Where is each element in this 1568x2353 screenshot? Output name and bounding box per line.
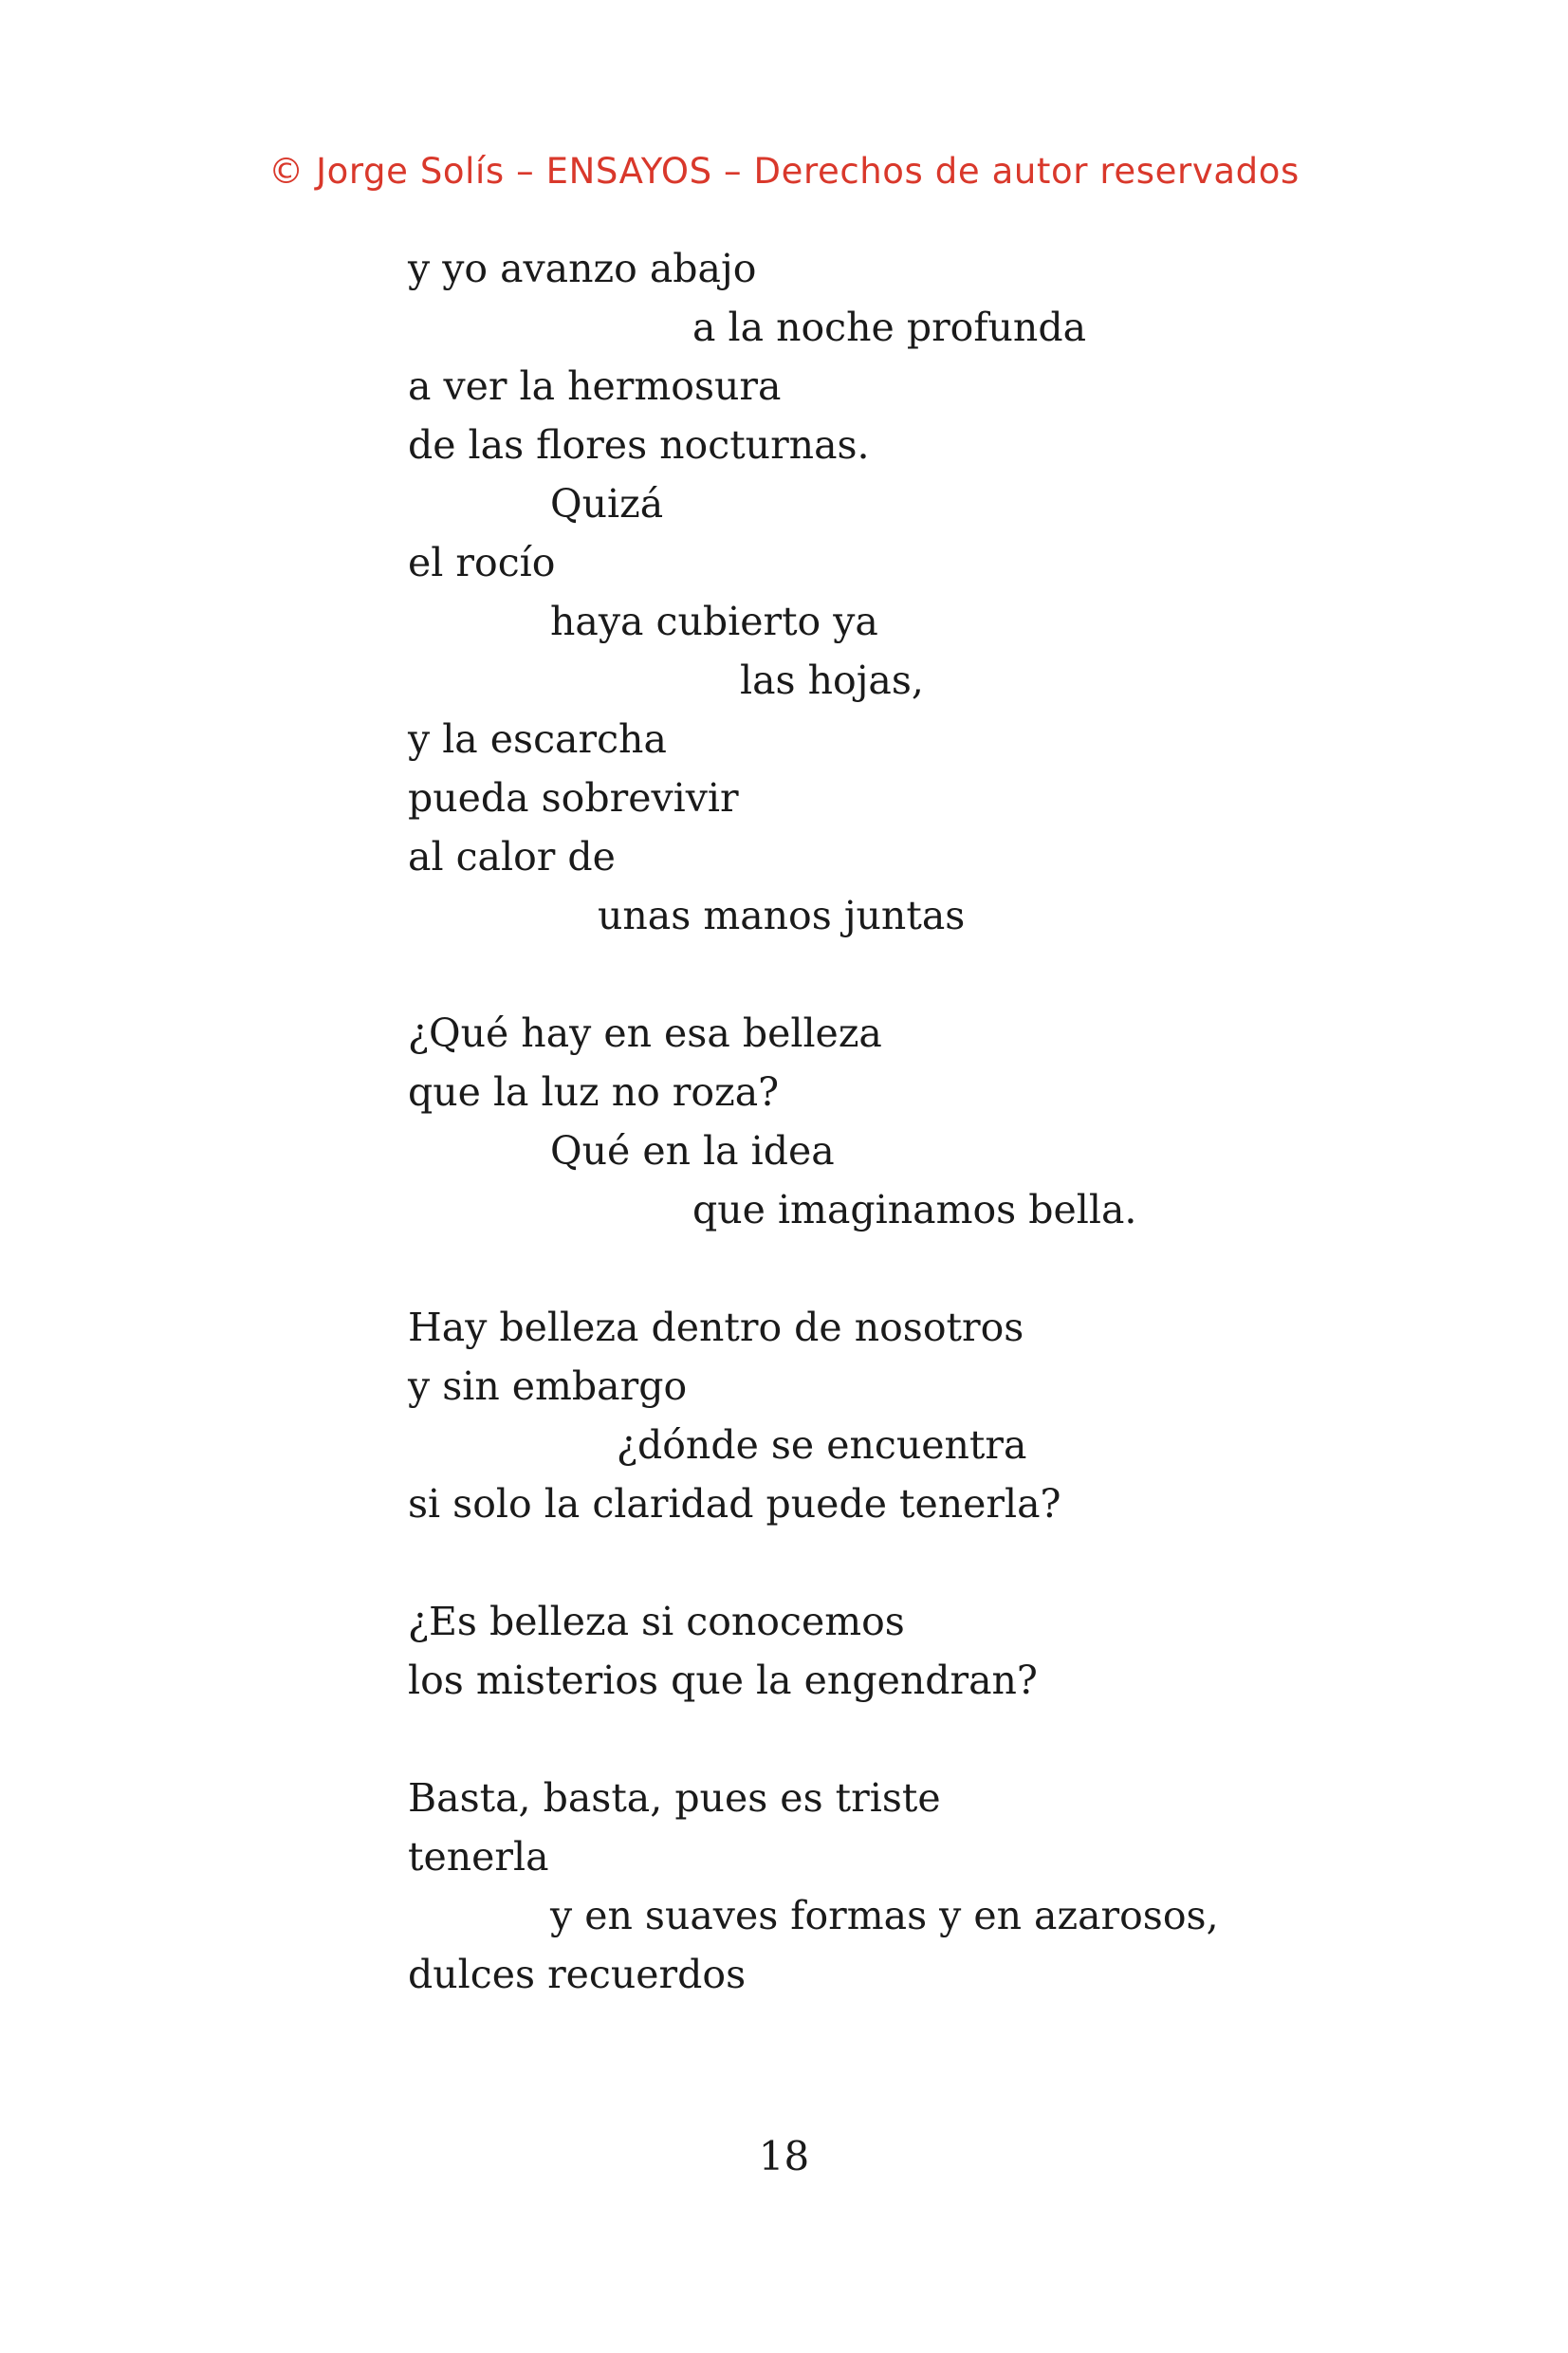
poem-line: dulces recuerdos — [408, 1952, 747, 1997]
poem-line: y la escarcha — [408, 716, 667, 762]
poem-line: al calor de — [408, 834, 616, 880]
poem-line: ¿Es belleza si conocemos — [408, 1599, 905, 1644]
copyright-header: © Jorge Solís – ENSAYOS – Derechos de autor reservados — [268, 151, 1300, 192]
page-number: 18 — [758, 2133, 810, 2179]
poem-line: Basta, basta, pues es triste — [408, 1775, 941, 1821]
poem-line: y sin embargo — [408, 1363, 688, 1409]
poem-line: pueda sobrevivir — [408, 775, 739, 821]
poem-line: y en suaves formas y en azarosos, — [550, 1893, 1219, 1938]
poem-line: los misterios que la engendran? — [408, 1658, 1038, 1703]
poem-line: Hay belleza dentro de nosotros — [408, 1305, 1024, 1350]
poem-line: tenerla — [408, 1834, 549, 1880]
poem-line: que la luz no roza? — [408, 1069, 780, 1115]
poem-line: haya cubierto ya — [550, 599, 878, 644]
poem-line: Qué en la idea — [550, 1128, 835, 1174]
poem-line: a la noche profunda — [692, 305, 1087, 350]
poem-line: unas manos juntas — [598, 893, 966, 938]
poem-line: ¿dónde se encuentra — [617, 1422, 1027, 1468]
poem-line: que imaginamos bella. — [692, 1187, 1137, 1232]
poem-line: ¿Qué hay en esa belleza — [408, 1010, 882, 1056]
poem-line: Quizá — [550, 481, 664, 527]
poem-line: de las flores nocturnas. — [408, 422, 870, 468]
poem-line: el rocío — [408, 540, 556, 585]
poem-line: y yo avanzo abajo — [408, 246, 757, 291]
poem-line: si solo la claridad puede tenerla? — [408, 1481, 1061, 1527]
poem-line: a ver la hermosura — [408, 363, 782, 409]
poem-line: las hojas, — [740, 658, 924, 703]
